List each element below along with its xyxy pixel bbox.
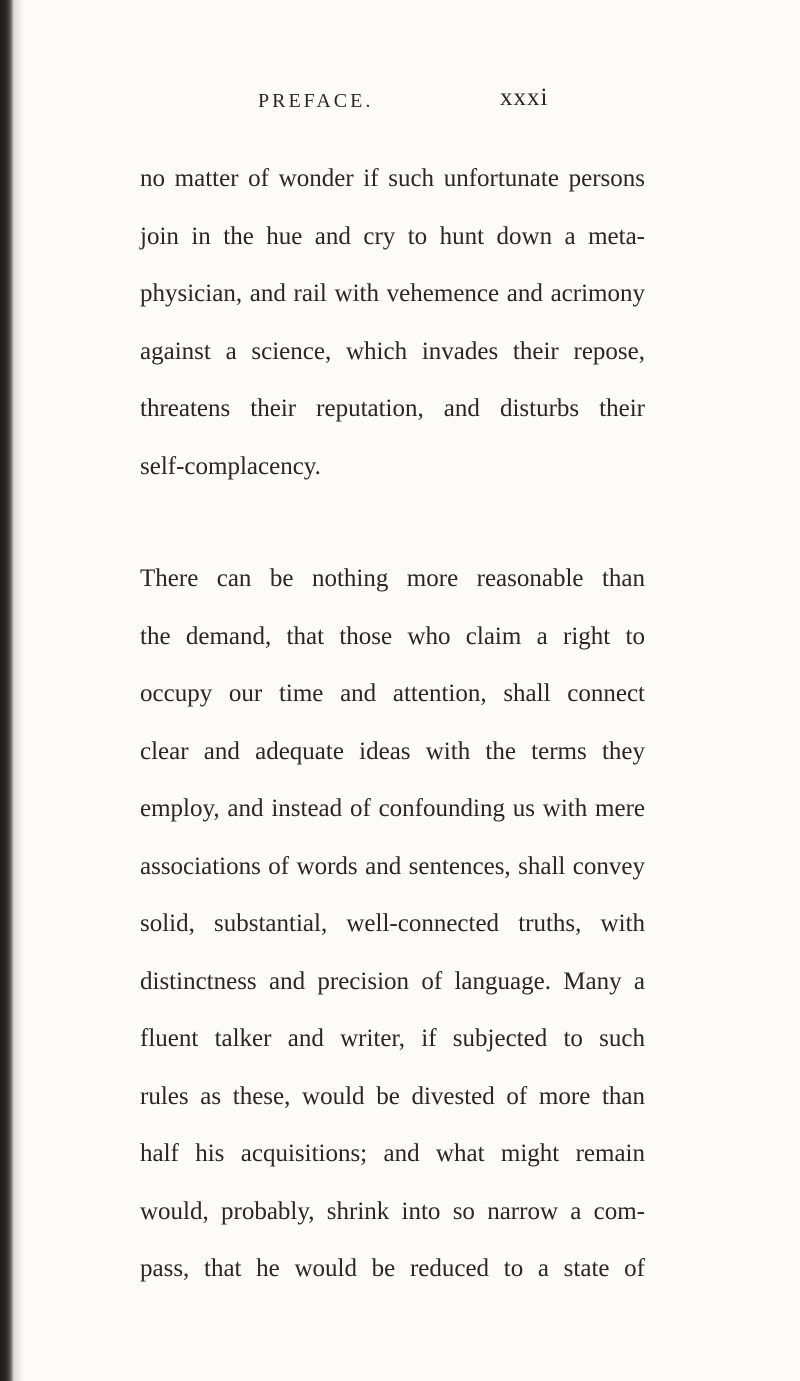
text-line: no matter of wonder if such unfortunate persons <box>140 165 645 192</box>
text-line: threatens their reputation, and disturbs their <box>140 395 645 422</box>
paragraph-1 <box>140 150 645 495</box>
text-line: clear and adequate ideas with the terms they <box>140 737 645 765</box>
text-line: half his acquisitions; and what might remain <box>140 1140 645 1167</box>
text-line: solid, substantial, well-connected truths, with <box>140 910 645 937</box>
body-text <box>140 150 645 1298</box>
page-binding-edge <box>0 0 14 1381</box>
text-line: join in the hue and cry to hunt down a meta- <box>140 222 645 250</box>
text-line: against a science, which invades their repose, <box>140 337 645 365</box>
page-number: xxxi <box>500 84 549 111</box>
running-head <box>0 78 800 118</box>
paragraph-gap <box>140 495 645 550</box>
text-line: the demand, that those who claim a right to <box>140 622 645 650</box>
text-line: fluent talker and writer, if subjected to such <box>140 1025 645 1052</box>
text-line: employ, and instead of confounding us with mere <box>140 795 645 822</box>
text-line: distinctness and precision of language. Many a <box>140 967 645 995</box>
text-line: There can be nothing more reasonable than <box>140 565 645 592</box>
text-line: self-complacency. <box>140 452 321 480</box>
running-head-title: PREFACE. <box>258 90 374 112</box>
text-line: associations of words and sentences, shall convey <box>140 852 645 880</box>
paragraph-2 <box>140 550 645 1298</box>
text-line: pass, that he would be reduced to a state of <box>140 1255 645 1282</box>
text-line: occupy our time and attention, shall connect <box>140 680 645 707</box>
binding-shadow <box>14 0 24 1381</box>
text-line: would, probably, shrink into so narrow a com- <box>140 1197 645 1225</box>
text-line: physician, and rail with vehemence and acrimony <box>140 280 645 307</box>
text-line: rules as these, would be divested of more than <box>140 1082 645 1110</box>
